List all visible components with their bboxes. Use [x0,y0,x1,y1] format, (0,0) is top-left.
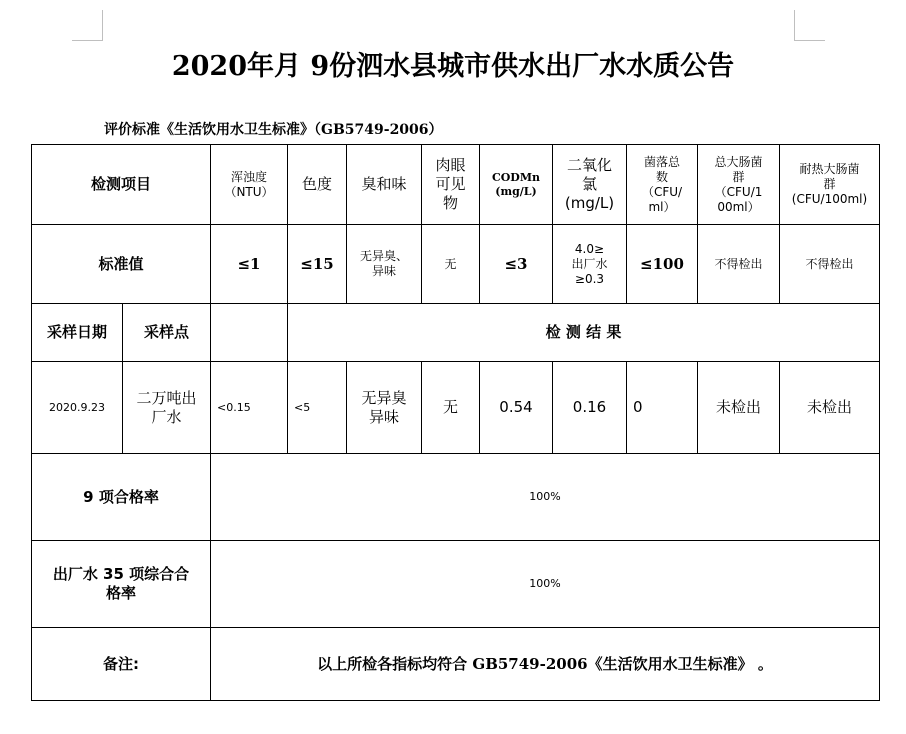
header-turbidity: 浑浊度 （NTU） [211,145,288,225]
standard-color: ≤15 [288,225,347,304]
page-corner-mark-left [72,10,103,41]
result-date: 2020.9.23 [32,362,123,454]
standard-visible-matter: 无 [422,225,480,304]
result-chlorine-dioxide: 0.16 [553,362,627,454]
result-color: <5 [288,362,347,454]
result-cod: 0.54 [480,362,553,454]
sampling-empty-cell [211,304,288,362]
pass-rate-35-label: 出厂水 35 项综合合 格率 [32,541,211,628]
remark-text: 以上所检各指标均符合 GB5749-2006《生活饮用水卫生标准》 。 [211,628,880,701]
header-coliform: 总大肠菌 群 （CFU/1 00ml） [698,145,780,225]
sampling-date-label: 采样日期 [32,304,123,362]
pass-rate-9-label: 9 项合格率 [32,454,211,541]
header-chlorine-dioxide: 二氧化 氯 (mg/L) [553,145,627,225]
header-row [32,145,880,225]
evaluation-standard: 评价标准《生活饮用水卫生标准》（GB5749-2006） [104,122,443,138]
pass-rate-35-value: 100% [211,541,880,628]
pass-rate-9-row [32,454,880,541]
result-turbidity: <0.15 [211,362,288,454]
result-row [32,362,880,454]
result-bacteria: 0 [627,362,698,454]
result-sampling-point: 二万吨出 厂水 [123,362,211,454]
standard-turbidity: ≤1 [211,225,288,304]
pass-rate-9-value: 100% [211,454,880,541]
standard-label: 标准值 [32,225,211,304]
header-thermo-coliform: 耐热大肠菌 群 (CFU/100ml) [780,145,880,225]
header-visible-matter: 肉眼 可见 物 [422,145,480,225]
header-item: 检测项目 [32,145,211,225]
remark-row [32,628,880,701]
page-corner-mark-right [794,10,825,41]
document-title: 2020年月 9份泗水县城市供水出厂水水质公告 [171,51,735,82]
standard-odor: 无异臭、 异味 [347,225,422,304]
result-visible-matter: 无 [422,362,480,454]
result-coliform: 未检出 [698,362,780,454]
standard-thermo-coliform: 不得检出 [780,225,880,304]
result-odor: 无异臭 异味 [347,362,422,454]
result-thermo-coliform: 未检出 [780,362,880,454]
standard-row [32,225,880,304]
header-cod: CODMn (mg/L) [480,145,553,225]
header-bacteria: 菌落总 数 （CFU/ ml） [627,145,698,225]
results-label: 检 测 结 果 [288,304,880,362]
standard-chlorine-dioxide: 4.0≥ 出厂水 ≥0.3 [553,225,627,304]
pass-rate-35-row [32,541,880,628]
standard-bacteria: ≤100 [627,225,698,304]
standard-cod: ≤3 [480,225,553,304]
remark-label: 备注: [32,628,211,701]
standard-coliform: 不得检出 [698,225,780,304]
sampling-point-label: 采样点 [123,304,211,362]
header-color: 色度 [288,145,347,225]
sampling-header-row [32,304,880,362]
header-odor: 臭和味 [347,145,422,225]
water-quality-table [31,144,880,701]
